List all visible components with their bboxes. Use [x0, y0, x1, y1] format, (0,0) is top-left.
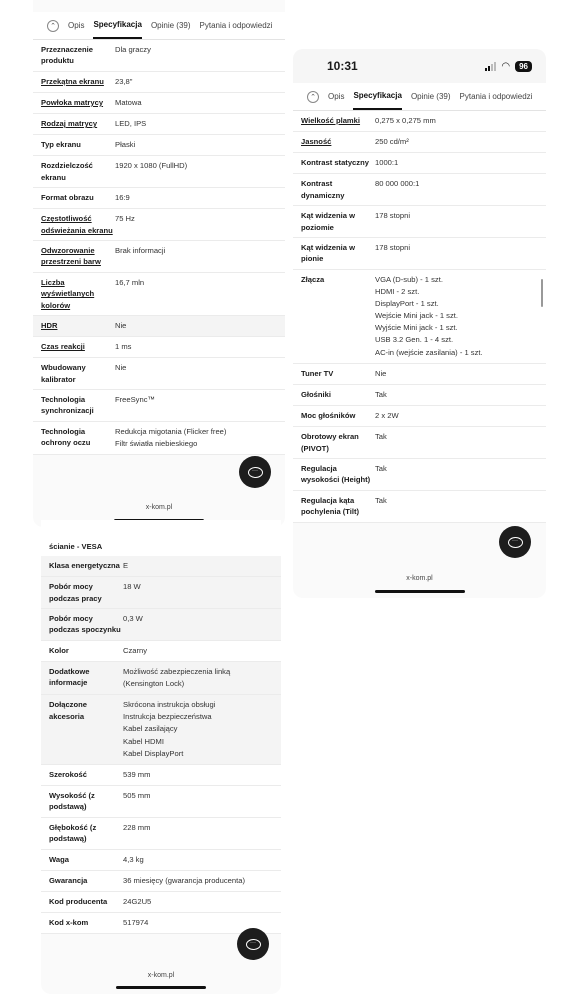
- spec-label: Technologia synchronizacji: [41, 395, 94, 416]
- spec-value: [373, 174, 546, 205]
- spec-value-line: 75 Hz: [115, 214, 135, 224]
- table-row: [33, 72, 285, 93]
- table-row: [41, 765, 281, 786]
- table-row: [293, 406, 546, 427]
- spec-label: Gwarancja: [49, 875, 88, 885]
- table-row: [293, 111, 546, 132]
- spec-value: [121, 577, 281, 608]
- chat-icon: ···: [248, 467, 263, 478]
- spec-label[interactable]: Odwzorowanie przestrzeni barw: [41, 246, 101, 267]
- spec-value-line: Czarny: [123, 645, 148, 655]
- spec-label: Kąt widzenia w poziomie: [301, 211, 356, 232]
- bottom-screenshot: [41, 520, 281, 994]
- spec-value-line: AC-in (wejście zasilania) - 1 szt.: [375, 347, 483, 357]
- spec-value-line: Skrócona instrukcja obsługi: [123, 700, 216, 710]
- spec-value-line: 18 W: [123, 582, 141, 592]
- spec-value-line: Kabel DisplayPort: [123, 748, 184, 758]
- spec-value-line: Kabel HDMI: [123, 736, 164, 746]
- spec-label: Obrotowy ekran (PIVOT): [301, 432, 359, 453]
- spec-value-line: 80 000 000:1: [375, 179, 420, 189]
- tab-specyfikacja[interactable]: Specyfikacja: [353, 83, 401, 110]
- spec-value: [113, 337, 285, 357]
- spec-value: [121, 786, 281, 817]
- spec-label: Kontrast dynamiczny: [301, 179, 345, 200]
- spec-value-line: Filtr światła niebieskiego: [115, 438, 198, 448]
- wifi-icon: ◠: [501, 60, 511, 72]
- spec-value: [113, 114, 285, 134]
- spec-table: [293, 111, 546, 523]
- spec-value: [113, 209, 285, 240]
- right-screenshot: [293, 49, 546, 598]
- table-row: [41, 850, 281, 871]
- signal-icon: [485, 62, 496, 71]
- spec-value-line: 4,3 kg: [123, 854, 144, 864]
- table-row: [293, 132, 546, 153]
- table-row: [41, 695, 281, 765]
- table-row: [41, 892, 281, 913]
- site-url: x-kom.pl: [145, 504, 173, 511]
- spec-label: Kąt widzenia w pionie: [301, 242, 356, 264]
- spec-label: Tuner TV: [301, 368, 334, 378]
- table-row: [41, 818, 281, 850]
- table-row: [293, 427, 546, 459]
- table-row: [41, 609, 281, 641]
- spec-value: [373, 153, 546, 173]
- tab-bar: [33, 12, 285, 40]
- spec-value-line: 0,275 x 0,275 mm: [375, 116, 436, 125]
- chat-icon: ···: [508, 537, 523, 548]
- spec-value-line: Tak: [375, 463, 387, 473]
- spec-value: [373, 270, 546, 363]
- spec-value-line: Tak: [375, 432, 387, 442]
- battery-icon: 96: [515, 61, 532, 72]
- table-row: [41, 641, 281, 662]
- table-row: [33, 209, 285, 241]
- spec-value-line: Dla graczy: [115, 45, 151, 54]
- spec-label[interactable]: Częstotliwość odświeżania ekranu: [41, 214, 113, 235]
- home-indicator: [375, 590, 465, 593]
- spec-value-line: 36 miesięcy (gwarancja producenta): [123, 875, 245, 885]
- spec-value: [121, 765, 281, 785]
- table-row: [293, 270, 546, 364]
- spec-label[interactable]: Czas reakcji: [41, 342, 85, 352]
- spec-value-line: Wyjście Mini jack - 1 szt.: [375, 323, 458, 333]
- spec-label[interactable]: Przekątna ekranu: [41, 76, 104, 86]
- spec-value-line: 178 stopni: [375, 211, 411, 221]
- spec-value-line: 250 cd/m²: [375, 137, 409, 147]
- spec-value-line: Możliwość zabezpieczenia linką: [123, 666, 231, 676]
- scrollbar[interactable]: [541, 279, 543, 307]
- table-row: [33, 358, 285, 390]
- table-row: [33, 114, 285, 135]
- spec-value-line: 505 mm: [123, 790, 151, 800]
- spec-label: Szerokość: [49, 769, 87, 779]
- table-row: [293, 206, 546, 238]
- spec-value-line: Wejście Mini jack - 1 szt.: [375, 311, 458, 321]
- spec-label[interactable]: Powłoka matrycy: [41, 97, 104, 107]
- table-row: [293, 459, 546, 491]
- home-indicator: [116, 986, 206, 989]
- spec-value: [373, 206, 546, 237]
- tab-pytania[interactable]: Pytania i odpowiedzi: [199, 21, 273, 30]
- spec-value-line: FreeSync™: [115, 395, 156, 405]
- spec-value-line: USB 3.2 Gen. 1 - 4 szt.: [375, 335, 454, 345]
- chat-icon: ···: [246, 939, 261, 950]
- spec-label[interactable]: Rodzaj matrycy: [41, 119, 98, 129]
- spec-value-line: LED, IPS: [115, 119, 147, 129]
- spec-value: [373, 132, 546, 152]
- spec-value: [113, 273, 285, 315]
- spec-label: Dodatkowe informacje: [49, 666, 90, 688]
- spec-label[interactable]: Wielkość plamki: [301, 116, 361, 125]
- spec-value-line: HDMI - 2 szt.: [375, 286, 420, 296]
- table-row: [33, 156, 285, 188]
- table-row: [33, 422, 285, 455]
- spec-label: Kontrast statyczny: [301, 158, 369, 168]
- table-row: [33, 390, 285, 422]
- spec-value: [113, 40, 285, 71]
- spec-value-line: 16:9: [115, 193, 130, 203]
- table-row: [293, 238, 546, 270]
- tab-opis[interactable]: Opis: [68, 21, 85, 30]
- table-row: [41, 871, 281, 892]
- spec-label: Kolor: [49, 645, 69, 655]
- spec-label[interactable]: Liczba wyświetlanych kolorów: [41, 277, 95, 310]
- spec-value-line: 0,3 W: [123, 613, 143, 623]
- table-row: [33, 135, 285, 156]
- table-row: [41, 662, 281, 695]
- spec-value: [373, 406, 546, 426]
- spec-label: Regulacja kąta pochylenia (Tilt): [301, 495, 360, 517]
- spec-value-line: (Kensington Lock): [123, 678, 185, 688]
- table-row: [293, 385, 546, 406]
- tab-specyfikacja[interactable]: Specyfikacja: [93, 12, 141, 39]
- chat-button[interactable]: [237, 928, 269, 960]
- spec-value-line: Płaski: [115, 140, 136, 150]
- table-row: [41, 556, 281, 577]
- spec-label: Głębokość (z podstawą): [49, 822, 97, 844]
- spec-value: [373, 491, 546, 522]
- spec-label: Klasa energetyczna: [49, 561, 120, 570]
- spec-value: [121, 641, 281, 661]
- spec-label: Typ ekranu: [41, 140, 81, 150]
- tab-opinie[interactable]: Opinie (39): [150, 21, 191, 30]
- table-row: [41, 577, 281, 609]
- tab-opis[interactable]: Opis: [328, 92, 345, 101]
- spec-value-line: Nie: [115, 321, 127, 330]
- spec-value: [121, 609, 281, 640]
- spec-value: [121, 818, 281, 849]
- spec-value-line: Redukcja migotania (Flicker free): [115, 426, 227, 436]
- spec-label: Złącza: [301, 274, 325, 284]
- spec-value: [113, 93, 285, 113]
- spec-label: Przeznaczenie produktu: [41, 45, 93, 66]
- spec-value-line: 23,8": [115, 76, 133, 86]
- table-row: [293, 153, 546, 174]
- spec-label: Technologia ochrony oczu: [41, 426, 91, 448]
- spec-value-line: Nie: [375, 368, 387, 378]
- spec-value-line: Kabel zasilający: [123, 724, 178, 734]
- spec-value-line: Tak: [375, 495, 387, 505]
- spec-value-line: 16,7 mln: [115, 277, 145, 287]
- spec-table: [41, 556, 281, 934]
- spec-value-line: DisplayPort - 1 szt.: [375, 299, 439, 309]
- spec-value-line: E: [123, 561, 129, 570]
- spec-value: [113, 188, 285, 208]
- spec-value-line: 24G2U5: [123, 896, 152, 906]
- spec-value-line: 1920 x 1080 (FullHD): [115, 161, 188, 171]
- site-url: x-kom.pl: [406, 575, 433, 582]
- spec-value-line: Tak: [375, 389, 387, 399]
- spec-value-line: Instrukcja bezpieczeństwa: [123, 712, 212, 722]
- spec-value: [113, 156, 285, 187]
- spec-label: Pobór mocy podczas pracy: [49, 582, 102, 603]
- table-row: [33, 337, 285, 358]
- tab-bar: [293, 83, 546, 111]
- chat-button[interactable]: [239, 456, 271, 488]
- spec-value: [113, 241, 285, 272]
- spec-label[interactable]: HDR: [41, 321, 58, 330]
- chat-button[interactable]: [499, 526, 531, 558]
- spec-value: [113, 135, 285, 155]
- table-row: [33, 241, 285, 273]
- table-row: [293, 491, 546, 523]
- spec-value-line: 1000:1: [375, 158, 399, 168]
- spec-value: [121, 662, 281, 694]
- table-row: [33, 316, 285, 337]
- spec-value: [121, 850, 281, 870]
- spec-value: [113, 390, 285, 421]
- spec-value-line: Matowa: [115, 97, 142, 107]
- spec-value: [373, 111, 546, 131]
- spec-value: [373, 459, 546, 490]
- spec-value: [373, 238, 546, 269]
- spec-label: Wysokość (z podstawą): [49, 790, 95, 812]
- spec-label: Waga: [49, 854, 69, 864]
- spec-value: [113, 422, 285, 454]
- tab-pytania[interactable]: Pytania i odpowiedzi: [459, 92, 533, 101]
- clock: 10:31: [327, 59, 358, 73]
- spec-label[interactable]: Jasność: [301, 137, 332, 147]
- table-row: [33, 93, 285, 114]
- spec-value: [373, 385, 546, 405]
- table-row: [33, 40, 285, 72]
- spec-label: Kod x-kom: [49, 917, 89, 927]
- spec-value-line: 539 mm: [123, 769, 151, 779]
- spec-value-line: Nie: [115, 363, 127, 373]
- spec-value-line: VGA (D-sub) - 1 szt.: [375, 274, 443, 284]
- left-screenshot: [33, 0, 285, 527]
- spec-value-line: 2 x 2W: [375, 411, 399, 421]
- table-row: [293, 174, 546, 206]
- scroll-up-icon[interactable]: ⌃: [307, 91, 319, 103]
- spec-label: Rozdzielczość ekranu: [41, 161, 93, 182]
- spec-label: Format obrazu: [41, 193, 94, 203]
- spec-value: [373, 364, 546, 384]
- spec-label: Regulacja wysokości (Height): [301, 463, 371, 485]
- spec-value: [113, 316, 285, 336]
- spec-label: Wbudowany kalibrator: [41, 363, 86, 384]
- spec-label: Dołączone akcesoria: [49, 700, 87, 721]
- table-row: [33, 188, 285, 209]
- spec-value: [113, 358, 285, 389]
- spec-value: [121, 871, 281, 891]
- spec-label: Moc głośników: [301, 411, 356, 421]
- spec-value-line: Brak informacji: [115, 246, 166, 256]
- spec-value: [373, 427, 546, 458]
- spec-value: [121, 892, 281, 912]
- spec-label: Głośniki: [301, 389, 331, 399]
- tab-opinie[interactable]: Opinie (39): [410, 92, 451, 101]
- scroll-up-icon[interactable]: ⌃: [47, 20, 59, 32]
- spec-value-line: 1 ms: [115, 342, 132, 352]
- table-row: [293, 364, 546, 385]
- spec-table: [33, 40, 285, 455]
- status-bar: [293, 49, 546, 83]
- spec-value: [113, 72, 285, 92]
- spec-label: Pobór mocy podczas spoczynku: [49, 613, 121, 635]
- partial-row-label: ścianie - VESA: [49, 542, 103, 551]
- spec-value: [121, 695, 281, 764]
- spec-value: [121, 556, 281, 576]
- table-row: [33, 273, 285, 316]
- table-row: [41, 786, 281, 818]
- spec-value-line: 228 mm: [123, 822, 151, 832]
- spec-value-line: 178 stopni: [375, 242, 411, 252]
- spec-value-line: 517974: [123, 917, 149, 927]
- spec-label: Kod producenta: [49, 896, 108, 906]
- site-url: x-kom.pl: [147, 972, 175, 979]
